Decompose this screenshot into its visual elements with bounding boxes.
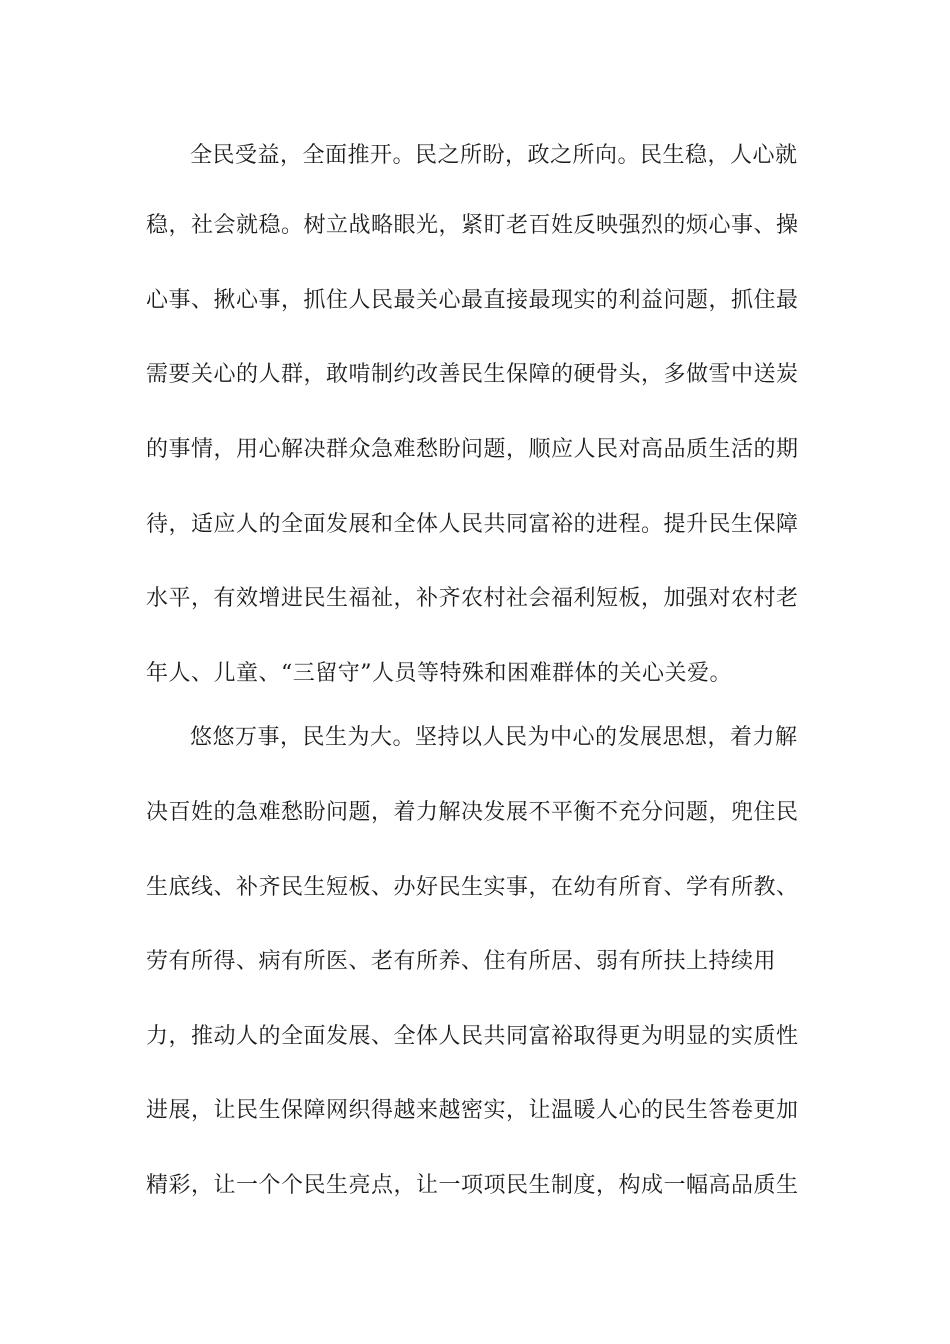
paragraph-1-line-3: 心事、揪心事，抓住人民最关心最直接最现实的利益问题，抓住最 xyxy=(146,288,799,313)
paragraph-2-line-1: 悠悠万事，民生为大。坚持以人民为中心的发展思想，着力解 xyxy=(190,725,798,750)
paragraph-1-line-2: 稳，社会就稳。树立战略眼光，紧盯老百姓反映强烈的烦心事、操 xyxy=(146,213,799,238)
paragraph-1-line-6: 待，适应人的全面发展和全体人民共同富裕的进程。提升民生保障 xyxy=(146,512,799,537)
paragraph-2-line-6: 进展，让民生保障网织得越来越密实，让温暖人心的民生答卷更加 xyxy=(146,1098,799,1123)
paragraph-2-line-3: 生底线、补齐民生短板、办好民生实事，在幼有所育、学有所教、 xyxy=(146,875,799,900)
paragraph-2-line-4: 劳有所得、病有所医、老有所养、住有所居、弱有所扶上持续用 xyxy=(146,949,777,974)
paragraph-1-line-8: 年人、儿童、“三留守”人员等特殊和困难群体的关心关爱。 xyxy=(146,661,732,686)
paragraph-1-line-1: 全民受益，全面推开。民之所盼，政之所向。民生稳，人心就 xyxy=(190,143,798,168)
paragraph-1-line-7: 水平，有效增进民生福祉，补齐农村社会福利短板，加强对农村老 xyxy=(146,586,799,611)
paragraph-1-line-4: 需要关心的人群，敢啃制约改善民生保障的硬骨头，多做雪中送炭 xyxy=(146,362,799,387)
paragraph-2-line-7: 精彩，让一个个民生亮点，让一项项民生制度，构成一幅高品质生 xyxy=(146,1173,799,1198)
paragraph-2-line-5: 力，推动人的全面发展、全体人民共同富裕取得更为明显的实质性 xyxy=(146,1024,799,1049)
paragraph-1-line-5: 的事情，用心解决群众急难愁盼问题，顺应人民对高品质生活的期 xyxy=(146,437,799,462)
paragraph-2-line-2: 决百姓的急难愁盼问题，着力解决发展不平衡不充分问题，兜住民 xyxy=(146,800,799,825)
